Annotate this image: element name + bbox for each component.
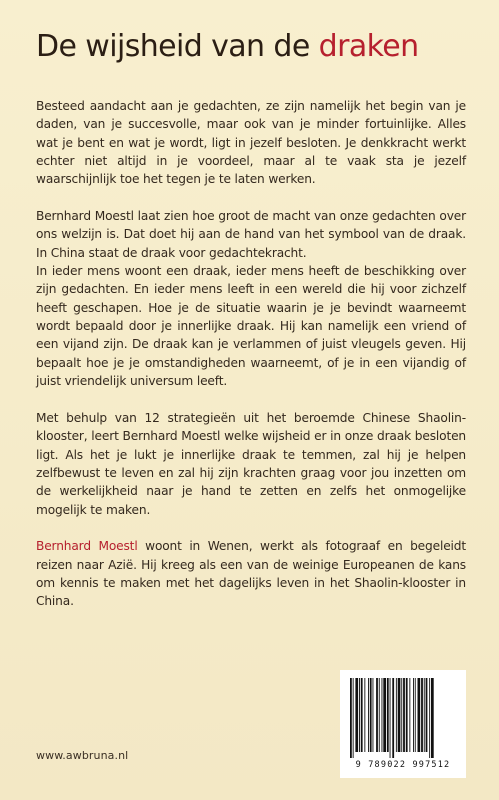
paragraph-dragon: In ieder mens woont een draak, ieder mens heeft de beschikking over zijn gedachten. En ieder mens leeft in een wereld die hij voor zichzelf heeft geschapen. Hoe je de situatie waarin je je bevindt waarneemt wordt bepaald door je innerlijke draak. Hij kan namelijk een vriend of een vijand zijn. De draak kan je verlammen of juist vleugels geven. Hij bepaalt hoe je je omstandigheden waarneemt, of je in een vijandig of juist vriendelijk universum leeft. — [36, 264, 466, 389]
author-bio: woont in Wenen, werkt als fotograaf en begeleidt reizen naar Azië. Hij kreeg als een van de weinige Europeanen de kans om kennis te maken met het dagelijks leven in het Shaolin-klooster in China. — [36, 539, 466, 609]
paragraph-intro: Besteed aandacht aan je gedachten, ze zijn namelijk het begin van je daden, van je succesvolle, maar ook van je minder fortuinlijke. Alles wat je bent en wat je wordt, ligt in jezelf besloten. Je denkkracht werkt echter niet altijd in je voordeel, maar al te vaak sta je jezelf waarschijnlijk toe het tegen je te laten werken. — [36, 99, 466, 187]
blurb-text — [36, 97, 466, 629]
book-title — [36, 30, 419, 63]
paragraph-author-intro: Bernhard Moestl laat zien hoe groot de macht van onze gedachten over ons welzijn is. Dat doet hij aan de hand van het symbool van de draak. In China staat de draak voor gedachtekracht. — [36, 209, 466, 260]
publisher-url: www.awbruna.nl — [36, 749, 129, 762]
book-title-main: De wijsheid van de — [36, 29, 319, 64]
paragraph-about-author — [36, 537, 466, 610]
barcode-digits: 9 789022 997512 — [355, 760, 451, 770]
paragraph-strategies: Met behulp van 12 strategieën uit het beroemde Chinese Shaolin-klooster, leert Bernhard Moestl welke wijsheid er in onze draak besloten ligt. Als het je lukt je innerlijke draak te temmen, zal hij je helpen zelfbewust te leven en zal hij zijn krachten graag voor jou inzetten om de werkelijkheid naar je hand te zetten en zelfs het onmogelijke mogelijk te maken. — [36, 410, 466, 517]
barcode-bars — [348, 678, 458, 758]
isbn-barcode — [340, 670, 466, 778]
author-name: Bernhard Moestl — [36, 539, 138, 554]
book-title-accent: draken — [318, 29, 419, 64]
